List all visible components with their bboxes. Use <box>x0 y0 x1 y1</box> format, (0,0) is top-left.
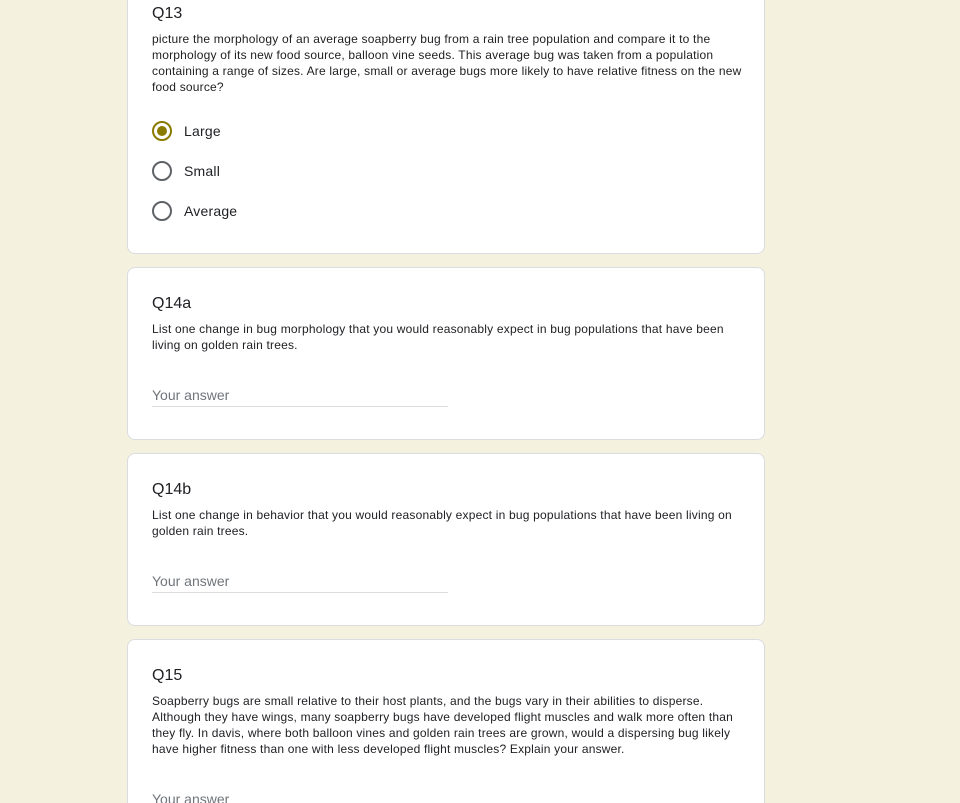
question-description: Soapberry bugs are small relative to their host plants, and the bugs vary in their abilities to disperse. Although they have wings, many soapberry bugs have developed flight muscles and walk more often than they fly. In davis, where both balloon vines and golden rain trees are grown, would a dispersing bug likely have higher fitness than one with less developed flight muscles? Explain your answer. <box>152 694 733 756</box>
question-title: Q14b <box>152 481 192 498</box>
question-title: Q13 <box>152 5 183 22</box>
question-description: List one change in behavior that you would reasonably expect in bug populations that have been living on golden rain trees. <box>152 508 732 538</box>
answer-input[interactable] <box>152 384 448 407</box>
question-title: Q15 <box>152 667 183 684</box>
radio-option-small[interactable] <box>152 161 220 181</box>
answer-input[interactable] <box>152 788 448 803</box>
question-card-q13 <box>127 0 765 254</box>
radio-option-label: Average <box>184 203 238 219</box>
question-title: Q14a <box>152 295 192 312</box>
radio-option-average[interactable] <box>152 201 237 221</box>
question-description: List one change in bug morphology that you would reasonably expect in bug populations that have been living on golden rain trees. <box>152 322 724 352</box>
question-card-q14b <box>127 453 765 626</box>
question-description: picture the morphology of an average soapberry bug from a rain tree population and compare it to the morphology of its new food source, balloon vine seeds. This average bug was taken from a population containing a range of sizes. Are large, small or average bugs more likely to have relative fitness on the new food source? <box>152 32 742 94</box>
radio-button-checked[interactable] <box>152 121 172 141</box>
answer-input[interactable] <box>152 570 448 593</box>
question-card-q14a <box>127 267 765 440</box>
radio-option-large[interactable] <box>152 121 221 141</box>
question-card-q15 <box>127 639 765 803</box>
radio-option-label: Small <box>184 163 221 179</box>
radio-button[interactable] <box>152 201 172 221</box>
radio-button[interactable] <box>152 161 172 181</box>
radio-option-label: Large <box>184 123 221 139</box>
